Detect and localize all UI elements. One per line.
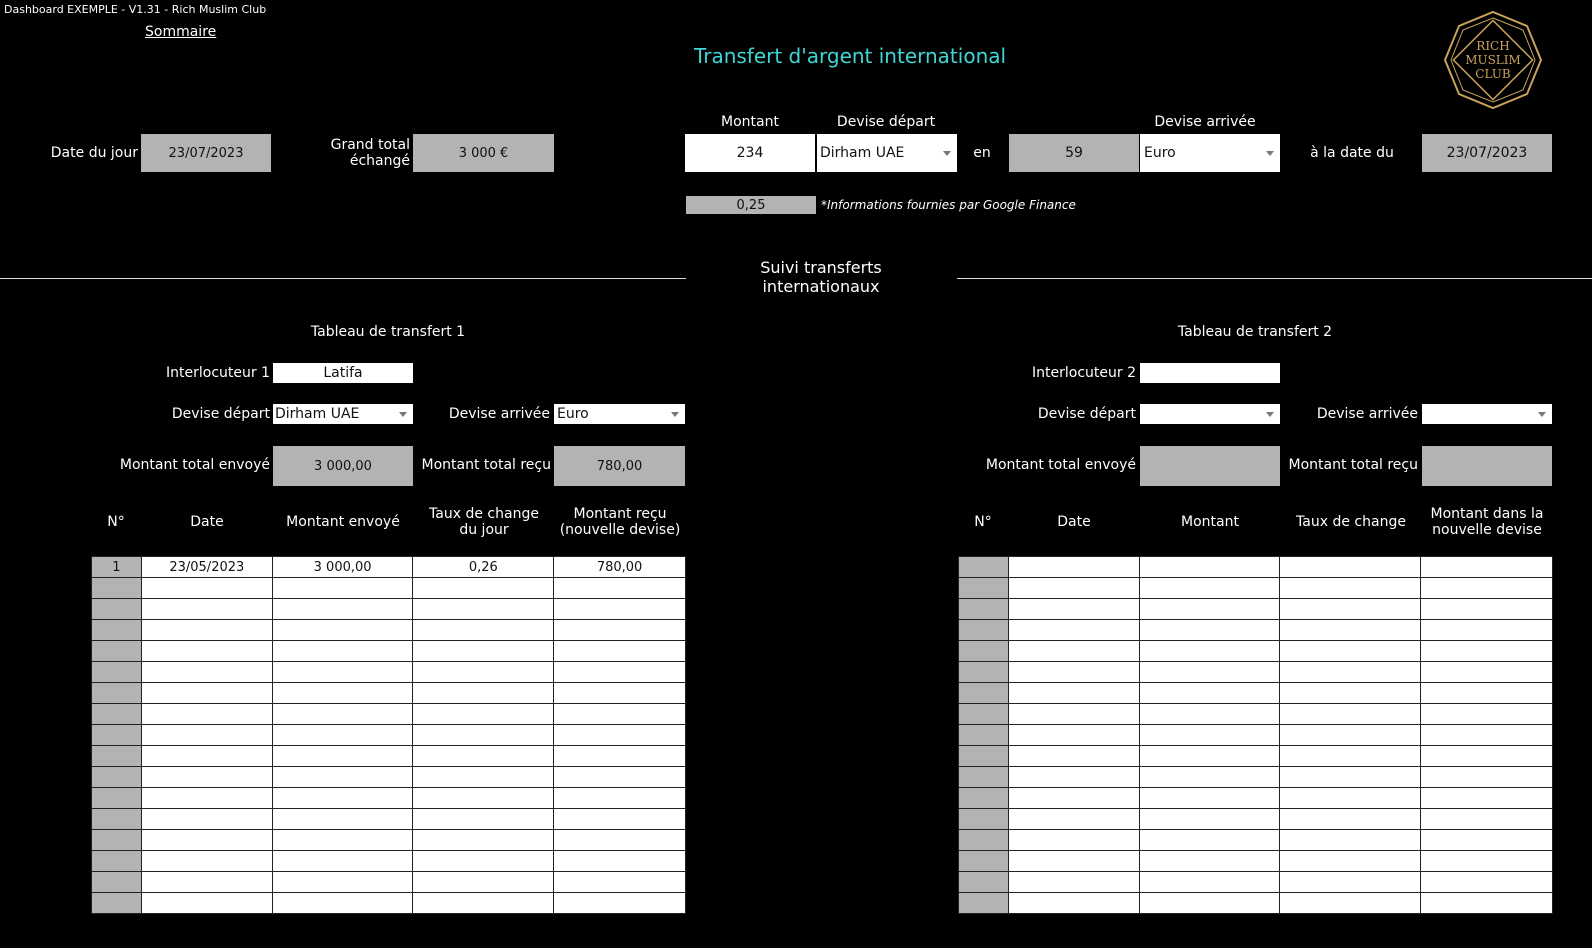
table2-cell[interactable] [1421,704,1553,725]
table1-cell[interactable] [92,809,142,830]
sommaire-link[interactable]: Sommaire [145,24,217,40]
table1-cell[interactable] [141,662,272,683]
table1-interlocutor-label: Interlocuteur 1 [166,365,270,381]
table2-cell[interactable] [1139,851,1280,872]
table2-cell[interactable] [1421,788,1553,809]
table2-row [959,683,1553,704]
table2-row [959,830,1553,851]
table1-cell[interactable] [141,620,272,641]
table2-row [959,704,1553,725]
chevron-down-icon [399,412,407,417]
table2-total-sent-value [1140,446,1280,486]
table2-row [959,578,1553,599]
table2-cell[interactable] [1280,809,1421,830]
table2-cell[interactable] [1008,767,1139,788]
table2-cell[interactable] [1280,851,1421,872]
table2-title: Tableau de transfert 2 [1177,324,1333,340]
table1-cell[interactable]: 3 000,00 [272,557,413,578]
table1-devise-arrivee-value: Euro [557,406,589,422]
table1-cell[interactable] [141,788,272,809]
table1-header-date: Date [190,514,224,530]
table1-cell[interactable] [92,641,142,662]
table1-row [92,809,686,830]
table1-cell[interactable] [554,725,686,746]
table1-row [92,746,686,767]
devise-depart-label: Devise départ [836,114,936,130]
a-la-date-du-label: à la date du [1310,145,1394,161]
table2-devise-arrivee-label: Devise arrivée [1316,406,1418,422]
table2-cell[interactable] [1421,662,1553,683]
table2-cell[interactable] [1139,662,1280,683]
date-du-jour-label: Date du jour [50,145,138,161]
table2-devise-depart-dropdown[interactable] [1140,404,1280,424]
table2-cell[interactable] [1280,599,1421,620]
table1-cell[interactable] [92,599,142,620]
table1-cell[interactable] [272,620,413,641]
table1-cell[interactable] [413,662,554,683]
table2-cell[interactable] [1139,704,1280,725]
table2-header-taux: Taux de change [1296,514,1406,530]
table2-cell[interactable] [1008,809,1139,830]
table1-cell[interactable] [272,746,413,767]
table2-total-received-value [1422,446,1552,486]
table1-cell[interactable]: 780,00 [554,557,686,578]
table2-cell[interactable] [1280,872,1421,893]
grand-total-label-2: échangé [349,153,410,169]
table2-cell[interactable] [1008,830,1139,851]
table2-cell[interactable] [1421,641,1553,662]
table1-row [92,893,686,914]
devise-depart-dropdown[interactable] [817,134,957,172]
table2-row [959,620,1553,641]
table2-cell[interactable] [1139,725,1280,746]
table1-cell[interactable] [272,683,413,704]
table1-devise-arrivee-dropdown[interactable] [554,404,685,424]
table2-cell[interactable] [1421,578,1553,599]
table2-cell[interactable] [1008,599,1139,620]
table2-cell[interactable] [1008,578,1139,599]
table1-cell[interactable] [272,872,413,893]
result-value: 59 [1009,134,1139,172]
table1-total-sent-value: 3 000,00 [273,446,413,486]
table2-cell[interactable] [1008,872,1139,893]
table1-row [92,557,686,578]
divider-right [957,278,1592,279]
table1-row [92,683,686,704]
table2-row [959,641,1553,662]
table1-header-no: N° [107,514,125,530]
table2-cell[interactable] [1280,746,1421,767]
chevron-down-icon [1266,151,1274,156]
table1-cell[interactable] [92,662,142,683]
table1-cell[interactable] [554,893,686,914]
table1-cell[interactable] [92,683,142,704]
table2-total-sent-label: Montant total envoyé [985,457,1136,473]
table1-row [92,767,686,788]
table1-cell[interactable] [141,872,272,893]
table2-cell[interactable] [1280,662,1421,683]
table1-row [92,599,686,620]
table1-cell[interactable] [141,767,272,788]
table2-cell[interactable] [1139,809,1280,830]
table1-cell[interactable] [92,704,142,725]
table1-row [92,788,686,809]
table2-cell[interactable] [959,851,1009,872]
table2-cell[interactable] [1421,557,1553,578]
table2-cell[interactable] [959,620,1009,641]
table1-cell[interactable] [92,767,142,788]
date-du-jour-value: 23/07/2023 [141,134,271,172]
table1-cell[interactable] [413,620,554,641]
table2-cell[interactable] [959,641,1009,662]
window-title: Dashboard EXEMPLE - V1.31 - Rich Muslim Club [4,3,267,16]
table1-cell[interactable]: 1 [92,557,142,578]
table1-cell[interactable] [554,578,686,599]
table2-cell[interactable] [959,809,1009,830]
table2-cell[interactable] [1139,767,1280,788]
table1-cell[interactable] [554,704,686,725]
table2-row [959,872,1553,893]
table1-cell[interactable] [92,851,142,872]
table2-interlocutor-label: Interlocuteur 2 [1032,365,1136,381]
table2-row [959,809,1553,830]
table2-cell[interactable] [959,788,1009,809]
chevron-down-icon [1538,412,1546,417]
table2-cell[interactable] [1421,767,1553,788]
table1-row [92,872,686,893]
table2-cell[interactable] [959,578,1009,599]
table1-cell[interactable] [413,746,554,767]
table1-header-montant-envoye: Montant envoyé [286,514,400,530]
table1-cell[interactable] [272,851,413,872]
table1-cell[interactable] [141,683,272,704]
table1-cell[interactable] [554,683,686,704]
table2-cell[interactable] [1280,641,1421,662]
section-title-line-2: internationaux [762,277,880,296]
table1-cell[interactable] [141,746,272,767]
table2-cell[interactable] [1139,893,1280,914]
table2-cell[interactable] [1280,725,1421,746]
converter-date-value: 23/07/2023 [1422,134,1552,172]
table2-header-montant: Montant [1181,514,1239,530]
table1-row [92,851,686,872]
table1-cell[interactable] [141,830,272,851]
table1-row [92,620,686,641]
table1-devise-depart-value: Dirham UAE [275,406,360,422]
table1-cell[interactable] [272,767,413,788]
table1-devise-arrivee-label: Devise arrivée [448,406,550,422]
chevron-down-icon [1266,412,1274,417]
table1-row [92,725,686,746]
table2-cell[interactable] [1139,872,1280,893]
table1-cell[interactable] [413,725,554,746]
table1-cell[interactable] [554,788,686,809]
table1-cell[interactable] [272,725,413,746]
table1-grid [91,556,686,914]
table1-cell[interactable] [272,641,413,662]
table2-grid [958,556,1553,914]
table2-cell[interactable] [1008,683,1139,704]
table2-cell[interactable] [1008,851,1139,872]
table1-cell[interactable] [141,704,272,725]
table1-cell[interactable] [141,599,272,620]
table1-cell[interactable] [554,851,686,872]
table1-cell[interactable]: 0,26 [413,557,554,578]
montant-input[interactable]: 234 [685,134,815,172]
table2-cell[interactable] [959,746,1009,767]
logo-line-2: MUSLIM [1465,53,1521,67]
table2-cell[interactable] [1139,746,1280,767]
table2-cell[interactable] [959,662,1009,683]
table2-header-montant-nouvelle-devise: Montant dans la nouvelle devise [1430,506,1544,538]
table1-cell[interactable] [272,662,413,683]
table2-cell[interactable] [1421,830,1553,851]
table1-cell[interactable] [554,620,686,641]
table2-cell[interactable] [1280,620,1421,641]
table1-header-montant-recu: Montant reçu (nouvelle devise) [559,506,681,538]
table1-cell[interactable] [272,893,413,914]
table1-cell[interactable] [141,851,272,872]
table2-cell[interactable] [1139,578,1280,599]
table2-cell[interactable] [959,599,1009,620]
table2-cell[interactable] [1280,578,1421,599]
table2-cell[interactable] [1280,704,1421,725]
table2-devise-depart-label: Devise départ [1037,406,1136,422]
table2-row [959,788,1553,809]
table1-cell[interactable] [92,830,142,851]
table2-cell[interactable] [1139,557,1280,578]
table2-cell[interactable] [1421,893,1553,914]
table1-cell[interactable] [413,872,554,893]
table2-row [959,851,1553,872]
grand-total-value: 3 000 € [413,134,554,172]
table2-cell[interactable] [1421,809,1553,830]
table2-cell[interactable] [1280,788,1421,809]
table2-devise-arrivee-dropdown[interactable] [1422,404,1552,424]
table1-cell[interactable] [413,809,554,830]
table1-cell[interactable] [554,830,686,851]
en-label: en [973,145,991,161]
table1-cell[interactable] [92,578,142,599]
info-note: *Informations fournies par Google Finance [821,198,1076,212]
table2-cell[interactable] [1421,725,1553,746]
table1-cell[interactable] [413,851,554,872]
table2-cell[interactable] [1008,746,1139,767]
table2-header-no: N° [974,514,992,530]
table2-row [959,662,1553,683]
chevron-down-icon [943,151,951,156]
table1-row [92,641,686,662]
table2-interlocutor-input[interactable] [1140,363,1280,383]
table1-cell[interactable] [413,683,554,704]
devise-arrivee-label: Devise arrivée [1154,114,1256,130]
table2-cell[interactable] [1008,641,1139,662]
table2-cell[interactable] [1139,788,1280,809]
rate-value: 0,25 [686,196,816,214]
table1-cell[interactable]: 23/05/2023 [141,557,272,578]
table1-cell[interactable] [554,767,686,788]
table2-cell[interactable] [959,830,1009,851]
table1-total-received-label: Montant total reçu [421,457,551,473]
devise-arrivee-dropdown[interactable] [1140,134,1280,172]
table2-cell[interactable] [1008,620,1139,641]
table1-cell[interactable] [92,893,142,914]
table2-cell[interactable] [959,725,1009,746]
table2-cell[interactable] [1139,830,1280,851]
table1-cell[interactable] [413,788,554,809]
table1-cell[interactable] [92,725,142,746]
table2-cell[interactable] [1421,746,1553,767]
table2-row [959,725,1553,746]
table1-total-sent-label: Montant total envoyé [119,457,270,473]
table2-cell[interactable] [1008,725,1139,746]
table2-cell[interactable] [1280,893,1421,914]
table2-cell[interactable] [1139,641,1280,662]
grand-total-label-1: Grand total [330,137,410,153]
table1-row [92,704,686,725]
table2-cell[interactable] [959,893,1009,914]
table1-cell[interactable] [413,599,554,620]
table1-title: Tableau de transfert 1 [310,324,466,340]
table2-cell[interactable] [1421,851,1553,872]
table2-cell[interactable] [1280,557,1421,578]
table2-header-date: Date [1057,514,1091,530]
table2-cell[interactable] [959,872,1009,893]
page-title: Transfert d'argent international [693,44,1007,68]
table1-cell[interactable] [92,620,142,641]
table2-cell[interactable] [1008,557,1139,578]
table2-row [959,557,1553,578]
table1-cell[interactable] [413,641,554,662]
table2-cell[interactable] [1008,704,1139,725]
table1-cell[interactable] [413,704,554,725]
table2-cell[interactable] [959,704,1009,725]
table2-total-received-label: Montant total reçu [1288,457,1418,473]
table2-cell[interactable] [959,683,1009,704]
table1-interlocutor-input[interactable]: Latifa [273,363,413,383]
table1-cell[interactable] [413,830,554,851]
table1-row [92,662,686,683]
table2-cell[interactable] [1421,620,1553,641]
table1-cell[interactable] [554,599,686,620]
table1-cell[interactable] [272,809,413,830]
table1-cell[interactable] [554,872,686,893]
table1-row [92,830,686,851]
table1-cell[interactable] [554,746,686,767]
table2-cell[interactable] [959,557,1009,578]
table1-header-taux: Taux de change du jour [429,506,539,538]
table2-cell[interactable] [1421,872,1553,893]
table1-row [92,578,686,599]
table2-cell[interactable] [1139,683,1280,704]
table1-cell[interactable] [92,788,142,809]
table2-row [959,599,1553,620]
table1-devise-depart-label: Devise départ [171,406,270,422]
table1-cell[interactable] [141,641,272,662]
devise-arrivee-dropdown-value: Euro [1144,145,1176,161]
table1-cell[interactable] [272,788,413,809]
table2-cell[interactable] [959,767,1009,788]
table2-cell[interactable] [1008,662,1139,683]
table1-cell[interactable] [272,599,413,620]
divider-left [0,278,686,279]
table1-cell[interactable] [554,662,686,683]
montant-label: Montant [721,114,779,130]
table2-cell[interactable] [1280,767,1421,788]
table2-cell[interactable] [1280,830,1421,851]
table1-total-received-value: 780,00 [554,446,685,486]
table2-cell[interactable] [1421,599,1553,620]
table1-cell[interactable] [272,704,413,725]
table1-cell[interactable] [141,893,272,914]
table2-cell[interactable] [1008,893,1139,914]
table1-cell[interactable] [272,578,413,599]
table1-cell[interactable] [92,872,142,893]
table1-devise-depart-dropdown[interactable] [273,404,413,424]
table2-cell[interactable] [1139,599,1280,620]
table2-cell[interactable] [1280,683,1421,704]
table1-cell[interactable] [92,746,142,767]
devise-depart-dropdown-value: Dirham UAE [820,145,905,161]
table2-cell[interactable] [1421,683,1553,704]
table1-cell[interactable] [554,809,686,830]
table1-cell[interactable] [554,641,686,662]
logo-line-1: RICH [1476,39,1510,53]
table1-cell[interactable] [141,809,272,830]
table2-row [959,893,1553,914]
table2-row [959,767,1553,788]
table2-row [959,746,1553,767]
rich-muslim-club-logo [1441,8,1545,112]
table1-cell[interactable] [141,725,272,746]
section-title-line-1: Suivi transferts [760,258,882,277]
table1-cell[interactable] [413,893,554,914]
table2-cell[interactable] [1139,620,1280,641]
table2-cell[interactable] [1008,788,1139,809]
logo-line-3: CLUB [1475,67,1511,81]
table1-cell[interactable] [413,578,554,599]
table1-cell[interactable] [413,767,554,788]
chevron-down-icon [671,412,679,417]
table1-cell[interactable] [272,830,413,851]
table1-cell[interactable] [141,578,272,599]
